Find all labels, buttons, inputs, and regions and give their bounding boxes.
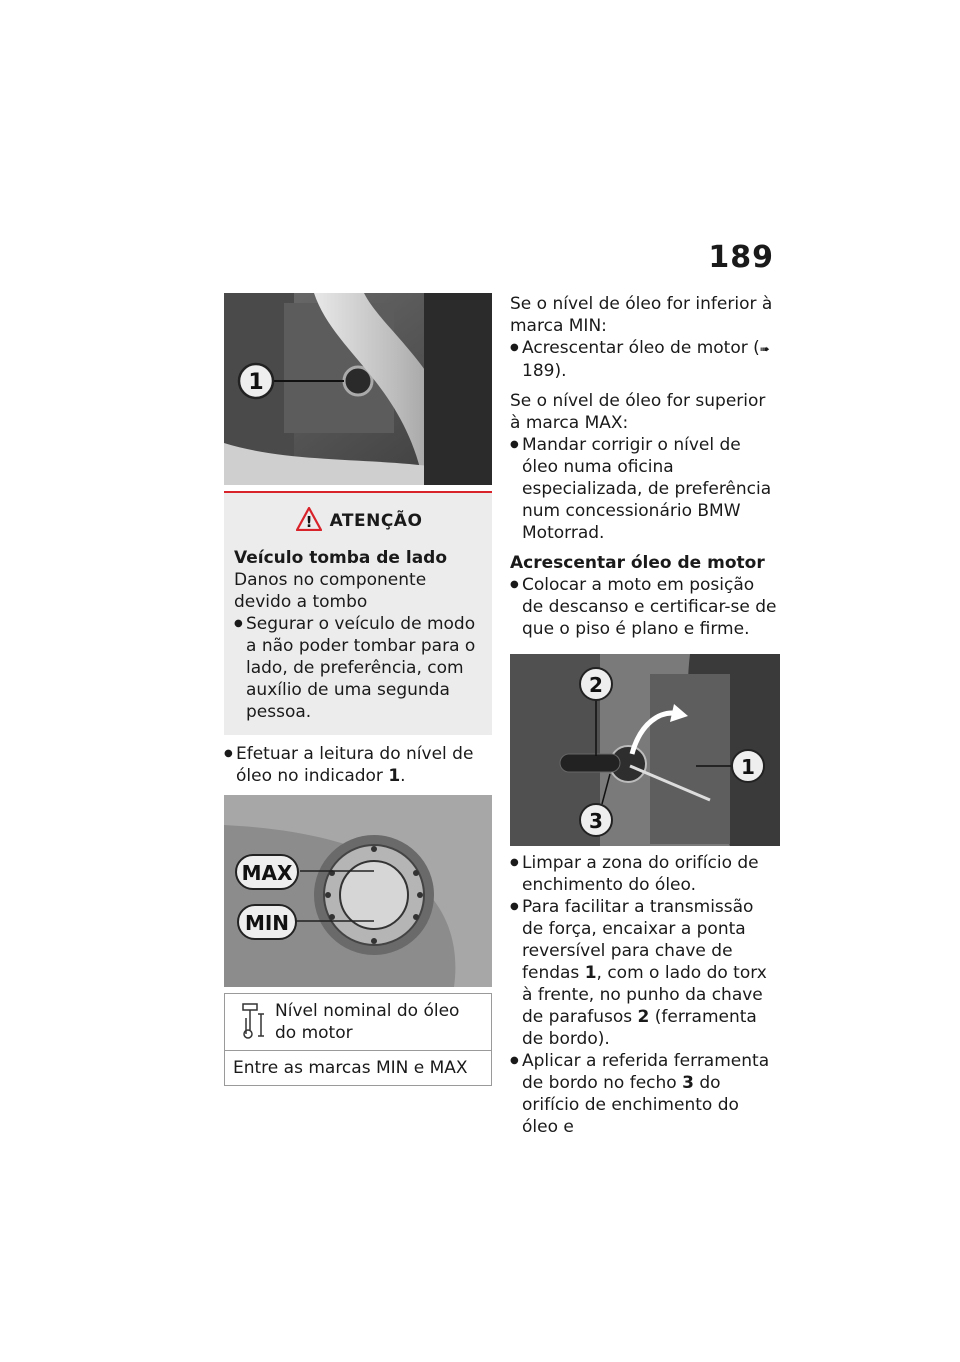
left-column xyxy=(224,293,492,1086)
page-ref-arrow-icon: ➠ xyxy=(759,342,770,356)
warning-heading: Veículo tomba de lado xyxy=(234,548,448,568)
spec-value: Entre as marcas MIN e MAX xyxy=(233,1058,468,1078)
paragraph-above-max: Se o nível de óleo for superior à marca MAX: xyxy=(510,391,766,433)
bullet-insert-bit: ● Para facilitar a transmissão de força, encaixar a ponta reversível para chave de fendas 1, com o lado do torx à frente, no punho da chave de parafusos 2 (ferramenta de bordo). xyxy=(510,896,780,1050)
left-bullet: ● Efetuar a leitura do nível de óleo no indicador 1. xyxy=(224,743,492,787)
page-number: 189 xyxy=(708,240,774,275)
spec-table xyxy=(224,993,492,1086)
photo3-callout-3: 3 xyxy=(589,809,603,833)
oil-filler-tool-photo xyxy=(510,654,780,846)
photo3-callout-1: 1 xyxy=(741,755,755,779)
bullet-stand: ● Colocar a moto em posição de descanso e certificar-se de que o piso é plano e firme. xyxy=(510,574,780,640)
photo1-callout: 1 xyxy=(248,370,264,395)
oil-sight-glass-photo xyxy=(224,795,492,987)
bullet-correct-level: ● Mandar corrigir o nível de óleo numa oficina especializada, de preferência num concessionário BMW Motorrad. xyxy=(510,434,780,544)
oil-indicator-photo xyxy=(224,293,492,485)
warning-title: ATENÇÃO xyxy=(329,511,423,531)
bullet-apply-tool: ● Aplicar a referida ferramenta de bordo no fecho 3 do orifício de enchimento do óleo e xyxy=(510,1050,780,1138)
paragraph-below-min: Se o nível de óleo for inferior à marca MIN: xyxy=(510,294,773,336)
warning-triangle-icon xyxy=(296,507,322,535)
min-label: MIN xyxy=(244,911,290,935)
photo3-callout-2: 2 xyxy=(589,673,603,697)
right-column xyxy=(510,293,780,1138)
bullet-clean: ● Limpar a zona do orifício de enchimento do óleo. xyxy=(510,852,780,896)
bullet-add-oil: ● Acrescentar óleo de motor (➠ 189). xyxy=(510,337,780,382)
warning-box xyxy=(224,491,492,735)
svg-text:!: ! xyxy=(305,513,312,531)
section-heading: Acrescentar óleo de motor xyxy=(510,553,765,573)
spec-label: Nível nominal do óleo do motor xyxy=(275,1001,460,1043)
oil-level-icon xyxy=(239,1000,269,1044)
warning-bullet: ● Segurar o veículo de modo a não poder tombar para o lado, de preferência, com auxílio de uma segunda pessoa. xyxy=(234,613,484,723)
max-label: MAX xyxy=(241,861,293,885)
warning-text: Danos no componente devido a tombo xyxy=(234,570,427,612)
